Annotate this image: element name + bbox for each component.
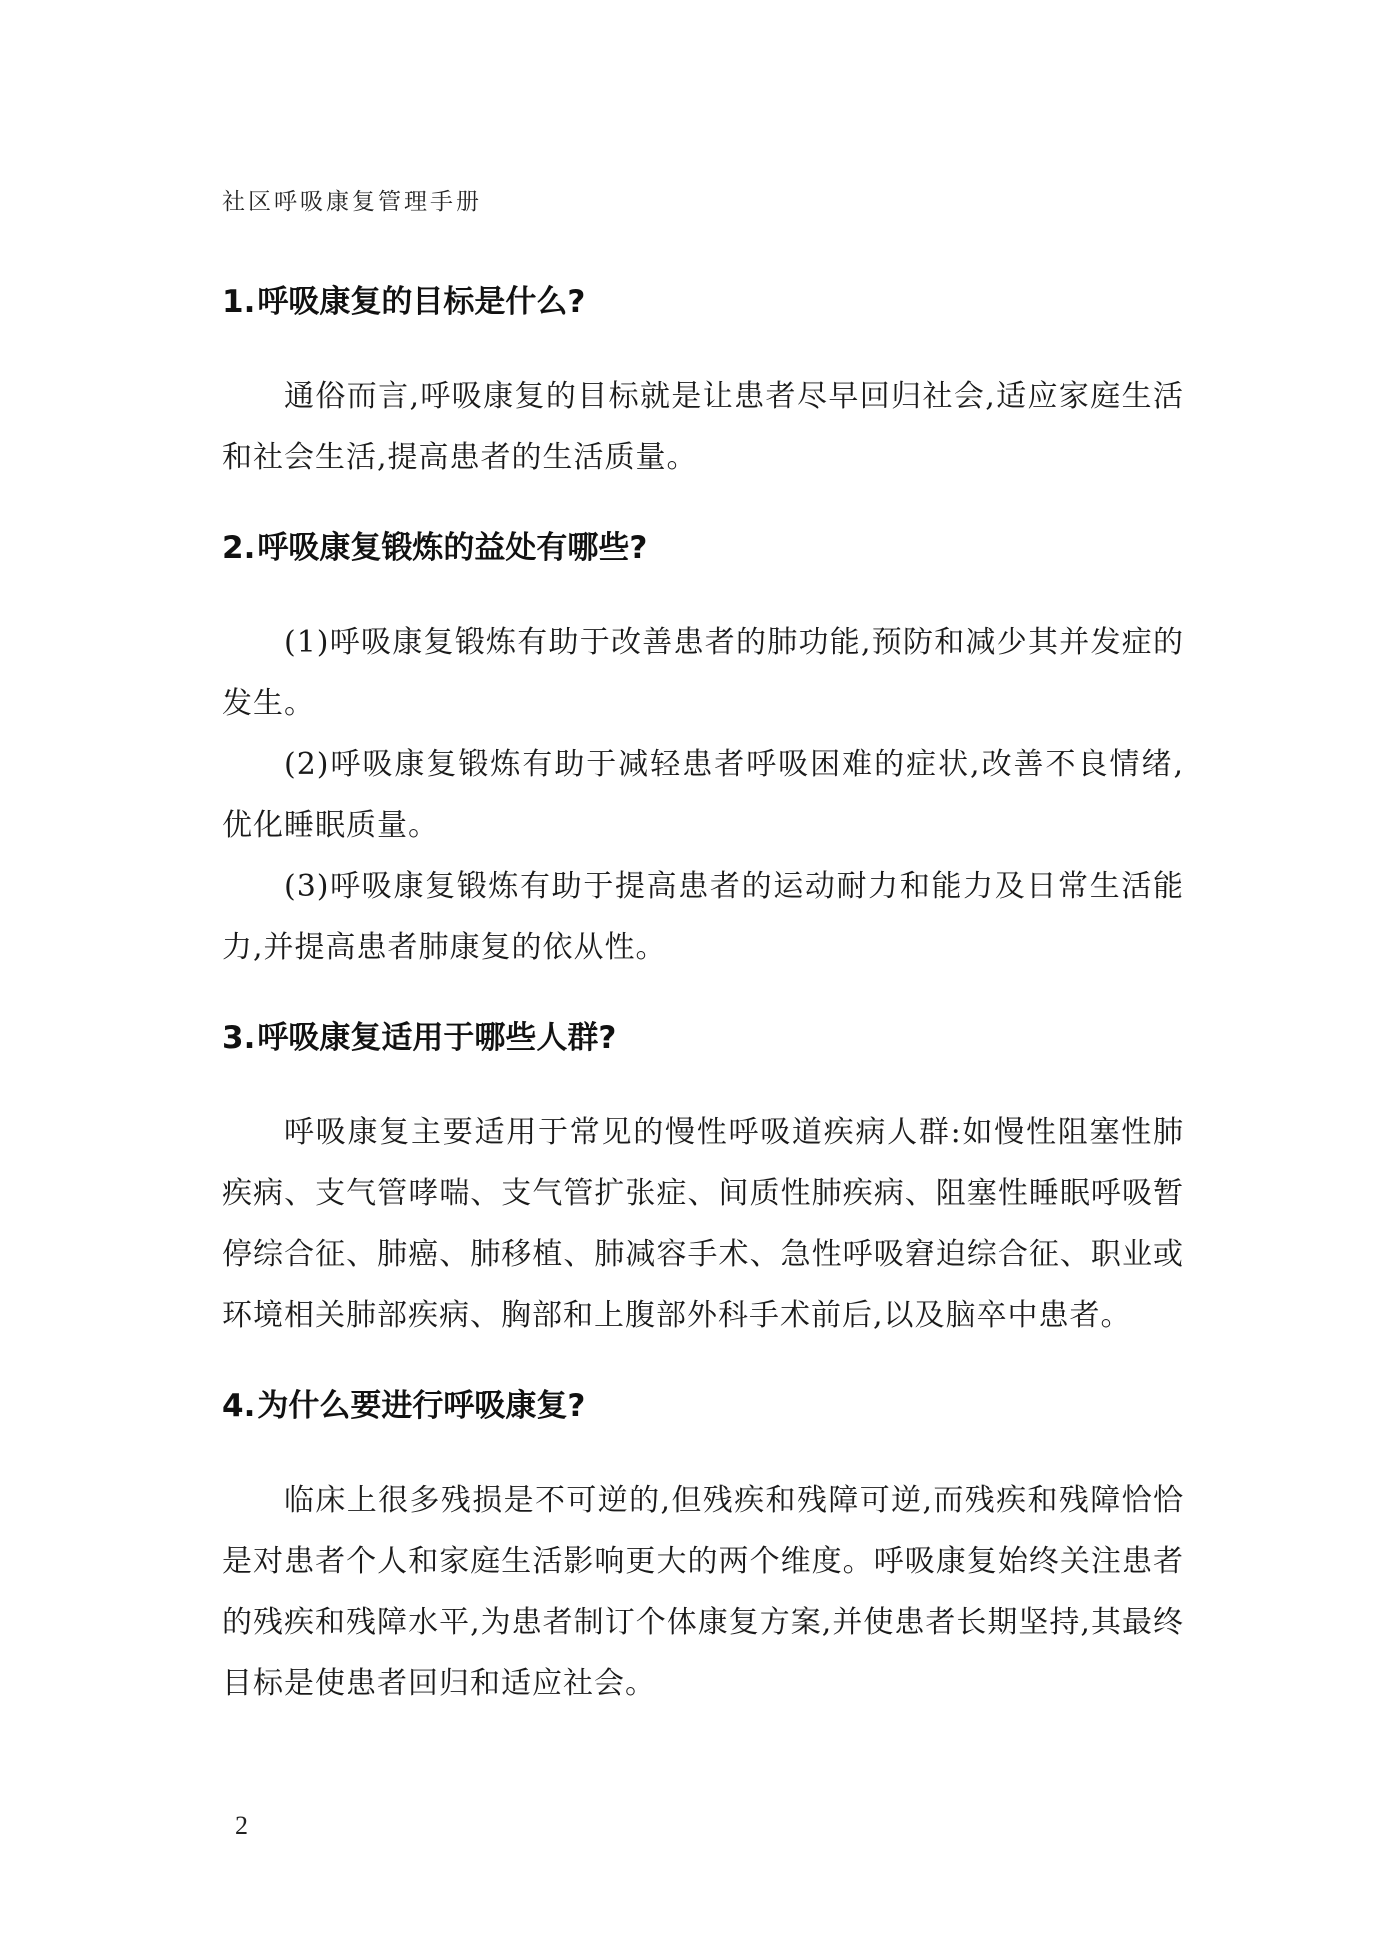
section-heading [222,280,1184,324]
section-heading [222,526,1184,570]
paragraph: (1)呼吸康复锻炼有助于改善患者的肺功能,预防和减少其并发症的发生。 [222,625,1184,721]
running-header: 社区呼吸康复管理手册 [222,189,482,215]
section-3 [222,1016,1184,1346]
page-number: 2 [235,1811,248,1840]
paragraph: 临床上很多残损是不可逆的,但残疾和残障可逆,而残疾和残障恰恰是对患者个人和家庭生活影响更大的两个维度。呼吸康复始终关注患者的残疾和残障水平,为患者制订个体康复方案,并使患者长期坚持,其最终目标是使患者回归和适应社会。 [222,1483,1184,1701]
section-2 [222,526,1184,978]
section-heading [222,1384,1184,1428]
section-number: 3. [222,1020,256,1056]
section-title: 呼吸康复的目标是什么? [257,284,586,320]
section-title: 呼吸康复锻炼的益处有哪些? [257,530,648,566]
section-number: 1. [222,284,256,320]
section-title: 为什么要进行呼吸康复? [257,1388,586,1424]
paragraph: 呼吸康复主要适用于常见的慢性呼吸道疾病人群:如慢性阻塞性肺疾病、支气管哮喘、支气管扩张症、间质性肺疾病、阻塞性睡眠呼吸暂停综合征、肺癌、肺移植、肺减容手术、急性呼吸窘迫综合征、职业或环境相关肺部疾病、胸部和上腹部外科手术前后,以及脑卒中患者。 [222,1115,1184,1333]
paragraph: (3)呼吸康复锻炼有助于提高患者的运动耐力和能力及日常生活能力,并提高患者肺康复的依从性。 [222,869,1184,965]
page-body [222,280,1184,1714]
section-heading [222,1016,1184,1060]
section-number: 2. [222,530,256,566]
section-1 [222,280,1184,488]
section-4 [222,1384,1184,1714]
paragraph: 通俗而言,呼吸康复的目标就是让患者尽早回归社会,适应家庭生活和社会生活,提高患者的生活质量。 [222,379,1184,475]
paragraph: (2)呼吸康复锻炼有助于减轻患者呼吸困难的症状,改善不良情绪,优化睡眠质量。 [222,747,1184,843]
section-number: 4. [222,1388,256,1424]
section-title: 呼吸康复适用于哪些人群? [257,1020,617,1056]
